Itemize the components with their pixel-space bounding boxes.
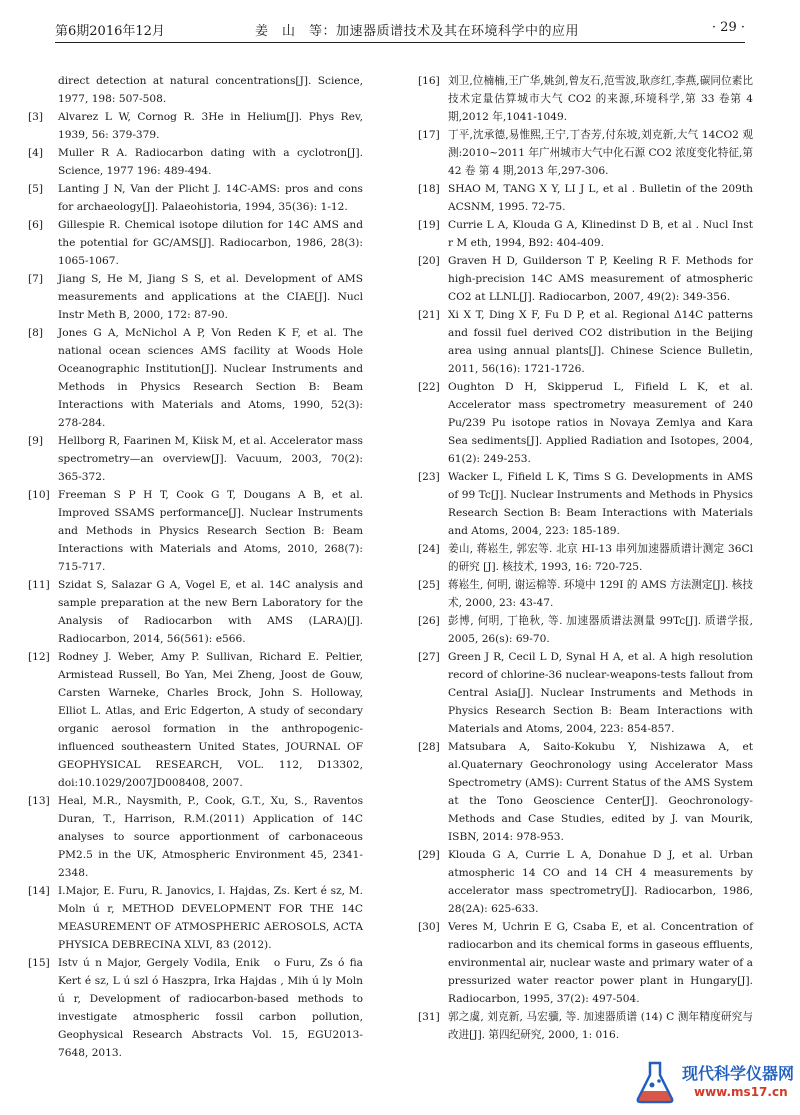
reference-text: Heal, M.R., Naysmith, P., Cook, G.T., Xu, S., Raventos Duran, T., Harrison, R.M.(2011) Application of 14C analyses to source apportionment of carbonaceous PM2.5 in the UK, Atmospheric Environment 45, 2341-2348. bbox=[58, 795, 363, 879]
reference-number: [5] bbox=[28, 183, 44, 195]
reference-text: Currie L A, Klouda G A, Klinedinst D B, et al . Nucl Inst r M eth, 1994, B92: 404-409. bbox=[448, 219, 753, 249]
reference-item bbox=[28, 882, 363, 954]
reference-column-right bbox=[418, 72, 753, 1044]
reference-item bbox=[28, 216, 363, 270]
reference-item bbox=[28, 108, 363, 144]
reference-item bbox=[28, 648, 363, 792]
reference-number: [21] bbox=[418, 309, 440, 321]
reference-text: Veres M, Uchrin E G, Csaba E, et al. Concentration of radiocarbon and its chemical forms in gaseous effluents, environmental air, nuclear waste and primary water of a pressurized water reactor power plant in Hungary[J]. Radiocarbon, 1995, 37(2): 497-504. bbox=[448, 921, 753, 1005]
reference-number: [18] bbox=[418, 183, 440, 195]
reference-text: Green J R, Cecil L D, Synal H A, et al. A high resolution record of chlorine-36 nuclear-weapons-tests fallout from Central Asia[J]. Nuclear Instruments and Methods in Physics Research Section B: Beam Interactions with Materials and Atoms, 2004, 223: 854-857. bbox=[448, 651, 753, 735]
reference-item bbox=[28, 72, 363, 108]
reference-number: [31] bbox=[418, 1011, 440, 1023]
reference-item bbox=[418, 180, 753, 216]
reference-text: direct detection at natural concentrations[J]. Science, 1977, 198: 507-508. bbox=[58, 75, 363, 105]
reference-text: Oughton D H, Skipperud L, Fifield L K, et al. Accelerator mass spectrometry measurement of 240 Pu/239 Pu isotope ratios in Novaya Zemlya and Kara Sea sediments[J]. Applied Radiation and Isotopes, 2004, 61(2): 249-253. bbox=[448, 381, 753, 465]
reference-number: [4] bbox=[28, 147, 44, 159]
reference-number: [28] bbox=[418, 741, 440, 753]
reference-item bbox=[28, 432, 363, 486]
reference-text: Matsubara A, Saito-Kokubu Y, Nishizawa A, et al.Quaternary Geochronology using Accelerator Mass Spectrometry (AMS): Current Status of the AMS System at the Tono Geoscience Center[J]. Geochronology-Methods and Case Studies, edited by J. van Mourik, ISBN, 2014: 978-953. bbox=[448, 741, 753, 843]
reference-number: [13] bbox=[28, 795, 50, 807]
page-number: · 29 · bbox=[711, 20, 745, 35]
running-header bbox=[55, 12, 745, 43]
reference-number: [15] bbox=[28, 957, 50, 969]
reference-item bbox=[28, 270, 363, 324]
reference-number: [22] bbox=[418, 381, 440, 393]
reference-number: [19] bbox=[418, 219, 440, 231]
reference-text: Rodney J. Weber, Amy P. Sullivan, Richard E. Peltier, Armistead Russell, Bo Yan, Mei Zheng, Joost de Gouw, Carsten Warneke, Charles Brock, John S. Holloway, Elliot L. Atlas, and Eric Edgerton, A study of secondary organic aerosol formation in the anthropogenic-influenced southeastern United States, JOURNAL OF GEOPHYSICAL RESEARCH, VOL. 112, D13302, doi:10.1029/2007JD008408, 2007. bbox=[58, 651, 363, 789]
watermark-url: www.ms17.cn bbox=[694, 1085, 788, 1099]
reference-number: [6] bbox=[28, 219, 44, 231]
reference-text: Jones G A, McNichol A P, Von Reden K F, et al. The national ocean sciences AMS facility at Woods Hole Oceanographic Institution[J]. Nuclear Instruments and Methods in Physics Research Section B: Beam Interactions with Materials and Atoms, 1990, 52(3): 278-284. bbox=[58, 327, 363, 429]
reference-number: [20] bbox=[418, 255, 440, 267]
reference-item bbox=[418, 126, 753, 180]
reference-number: [24] bbox=[418, 543, 440, 555]
reference-number: [8] bbox=[28, 327, 44, 339]
reference-text: SHAO M, TANG X Y, LI J L, et al . Bulletin of the 209th ACSNM, 1995. 72-75. bbox=[448, 183, 753, 213]
reference-text: Jiang S, He M, Jiang S S, et al. Development of AMS measurements and applications at the CIAE[J]. Nucl Instr Meth B, 2000, 172: 87-90. bbox=[58, 273, 363, 321]
issue-date: 第6期2016年12月 bbox=[55, 24, 165, 39]
reference-item bbox=[418, 1008, 753, 1044]
reference-number: [17] bbox=[418, 129, 440, 141]
reference-text: Istv ú n Major, Gergely Vodila, Enik o Furu, Zs ó fia Kert é sz, L ú szl ó Haszpra, Irka Hajdas , Mih ú ly Moln ú r, Development of radiocarbon-based methods to investigate atmospheric fossil carbon pollution, Geophysical Research Abstracts Vol. 15, EGU2013-7648, 2013. bbox=[58, 957, 363, 1059]
reference-number: [14] bbox=[28, 885, 50, 897]
reference-number: [25] bbox=[418, 579, 440, 591]
site-watermark bbox=[632, 1057, 795, 1109]
reference-number: [12] bbox=[28, 651, 50, 663]
reference-number: [29] bbox=[418, 849, 440, 861]
reference-item bbox=[418, 612, 753, 648]
reference-number: [23] bbox=[418, 471, 440, 483]
reference-item bbox=[418, 918, 753, 1008]
reference-item bbox=[418, 468, 753, 540]
reference-number: [9] bbox=[28, 435, 44, 447]
reference-number: [7] bbox=[28, 273, 44, 285]
reference-number: [16] bbox=[418, 75, 440, 87]
reference-item bbox=[418, 738, 753, 846]
reference-number: [10] bbox=[28, 489, 50, 501]
reference-item bbox=[28, 180, 363, 216]
reference-text: Alvarez L W, Cornog R. 3He in Helium[J]. Phys Rev, 1939, 56: 379-379. bbox=[58, 111, 363, 141]
reference-text: Graven H D, Guilderson T P, Keeling R F. Methods for high-precision 14C AMS measurement of atmospheric CO2 at LLNL[J]. Radiocarbon, 2007, 49(2): 349-356. bbox=[448, 255, 753, 303]
reference-text: 蒋崧生, 何明, 谢运棉等. 环境中 129I 的 AMS 方法测定[J]. 核技术, 2000, 23: 43-47. bbox=[448, 579, 753, 609]
reference-number: [26] bbox=[418, 615, 440, 627]
reference-text: Szidat S, Salazar G A, Vogel E, et al. 14C analysis and sample preparation at the new Bern Laboratory for the Analysis of Radiocarbon with AMS (LARA)[J]. Radiocarbon, 2014, 56(561): e566. bbox=[58, 579, 363, 645]
reference-number: [27] bbox=[418, 651, 440, 663]
reference-item bbox=[28, 792, 363, 882]
reference-text: Xi X T, Ding X F, Fu D P, et al. Regional Δ14C patterns and fossil fuel derived CO2 distribution in the Beijing area using annual plants[J]. Chinese Science Bulletin, 2011, 56(16): 1721-1726. bbox=[448, 309, 753, 375]
running-title: 姜 山 等：加速器质谱技术及其在环境科学中的应用 bbox=[255, 24, 580, 39]
reference-item bbox=[418, 252, 753, 306]
reference-item bbox=[418, 540, 753, 576]
reference-item bbox=[418, 378, 753, 468]
reference-text: 彭博, 何明, 丁艳秋, 等. 加速器质谱法测量 99Tc[J]. 质谱学报, 2005, 26(s): 69-70. bbox=[448, 615, 753, 645]
watermark-title: 现代科学仪器网 bbox=[682, 1064, 795, 1083]
reference-number: [3] bbox=[28, 111, 44, 123]
reference-text: 刘卫,位楠楠,王广华,姚剑,曾友石,范雪波,耿彦红,李燕,碳同位素比技术定量估算城市大气 CO2 的来源,环境科学,第 33 卷第 4 期,2012 年,1041-1049. bbox=[448, 75, 753, 123]
reference-text: 郭之虞, 刘克新, 马宏骥, 等. 加速器质谱 (14) C 测年精度研究与改进[J]. 第四纪研究, 2000, 1: 016. bbox=[448, 1011, 753, 1041]
reference-text: 姜山, 蒋崧生, 郭宏等. 北京 HI-13 串列加速器质谱计测定 36Cl 的研究 [J]. 核技术, 1993, 16: 720-725. bbox=[448, 543, 753, 573]
reference-item bbox=[28, 486, 363, 576]
reference-number: [30] bbox=[418, 921, 440, 933]
reference-text: Gillespie R. Chemical isotope dilution for 14C AMS and the potential for GC/AMS[J]. Radiocarbon, 1986, 28(3): 1065-1067. bbox=[58, 219, 363, 267]
reference-text: Freeman S P H T, Cook G T, Dougans A B, et al. Improved SSAMS performance[J]. Nuclear Instruments and Methods in Physics Research Section B: Beam Interactions with Materials and Atoms, 2010, 268(7): 715-717. bbox=[58, 489, 363, 573]
reference-item bbox=[418, 216, 753, 252]
reference-text: 丁平,沈承德,易惟熙,王宁,丁杏芳,付东坡,刘克新,大气 14CO2 观测:2010~2011 年广州城市大气中化石源 CO2 浓度变化特征,第 42 卷 第 4 期,2013 年,297-306. bbox=[448, 129, 753, 177]
reference-text: I.Major, E. Furu, R. Janovics, I. Hajdas, Zs. Kert é sz, M. Moln ú r, METHOD DEVELOPMENT FOR THE 14C MEASUREMENT OF ATMOSPHERIC AEROSOLS, ACTA PHYSICA DEBRECINA XLVI, 83 (2012). bbox=[58, 885, 363, 951]
reference-item bbox=[28, 576, 363, 648]
reference-item bbox=[418, 306, 753, 378]
reference-column-left bbox=[28, 72, 363, 1062]
reference-item bbox=[28, 324, 363, 432]
reference-item bbox=[418, 576, 753, 612]
reference-number: [11] bbox=[28, 579, 50, 591]
reference-text: Muller R A. Radiocarbon dating with a cyclotron[J]. Science, 1977 196: 489-494. bbox=[58, 147, 363, 177]
reference-item bbox=[418, 846, 753, 918]
reference-text: Klouda G A, Currie L A, Donahue D J, et al. Urban atmospheric 14 CO and 14 CH 4 measurements by accelerator mass spectrometry[J]. Radiocarbon, 1986, 28(2A): 625-633. bbox=[448, 849, 753, 915]
reference-item bbox=[418, 72, 753, 126]
reference-item bbox=[28, 144, 363, 180]
reference-text: Lanting J N, Van der Plicht J. 14C-AMS: pros and cons for archaeology[J]. Palaeohistoria, 1994, 35(36): 1-12. bbox=[58, 183, 363, 213]
flask-logo-icon bbox=[632, 1059, 678, 1105]
reference-text: Wacker L, Fifield L K, Tims S G. Developments in AMS of 99 Tc[J]. Nuclear Instruments and Methods in Physics Research Section B: Beam Interactions with Materials and Atoms, 2004, 223: 185-189. bbox=[448, 471, 753, 537]
reference-text: Hellborg R, Faarinen M, Kiisk M, et al. Accelerator mass spectrometry—an overview[J]. Vacuum, 2003, 70(2): 365-372. bbox=[58, 435, 363, 483]
reference-item bbox=[418, 648, 753, 738]
reference-item bbox=[28, 954, 363, 1062]
